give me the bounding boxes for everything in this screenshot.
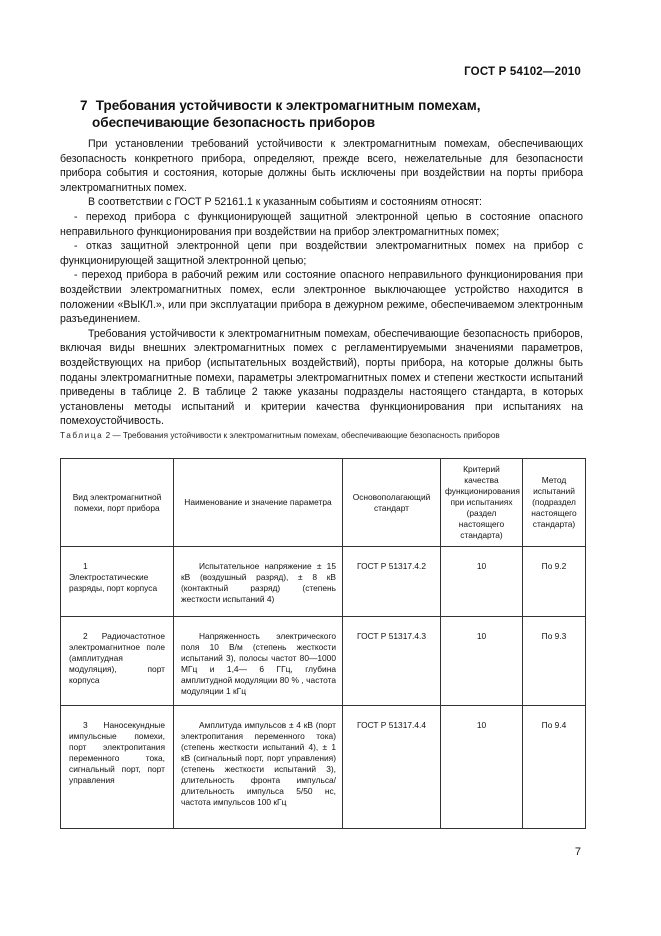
section-title-line1: Требования устойчивости к электромагнитным помехам,: [95, 98, 481, 113]
cell-standard: ГОСТ Р 51317.4.3: [357, 631, 426, 641]
cell-disturbance-type: 2 Радиочастотное электромагнитное поле (амплитудная модуляция), порт корпуса: [69, 631, 165, 685]
table-caption-text: — Требования устойчивости к электромагнитным помехам, обеспечивающие безопасность приборов: [112, 431, 500, 440]
table-caption: [60, 431, 585, 442]
requirements-table: [60, 458, 586, 829]
cell-method: По 9.4: [541, 720, 567, 730]
document-code: ГОСТ Р 54102—2010: [464, 66, 581, 78]
list-item: - переход прибора с функционирующей защитной электронной цепью в состояние опасного неправильного функционирования при воздействии на прибор электромагнитных помех;: [60, 210, 583, 238]
paragraph: Требования устойчивости к электромагнитным помехам, обеспечивающие безопасность приборов, включая виды внешних электромагнитных помех с регламентируемыми значениями параметров, воздействующих на прибор (испытательных воздействий), порты прибора, на которые должны быть поданы электромагнитные помехи, параметры электромагнитных помех и степени жесткости испытаний приведены в таблице 2. В таблице 2 также указаны подразделы настоящего стандарта, в которых установлены методы испытаний и критерии качества функционирования при испытаниях на помехоустойчивость.: [60, 327, 583, 428]
section-number: 7: [80, 98, 88, 113]
table-row: [61, 617, 586, 706]
section-title: [80, 97, 580, 131]
list-item: - переход прибора в рабочий режим или состояние опасного неправильного функционирования при воздействии электромагнитных помех, если электронное выключающее устройство находится в положении «ВЫКЛ.», или при эксплуатации прибора в дежурном режиме, обеспечиваемом электронным разъединением.: [60, 269, 583, 326]
table-header-row: [61, 459, 586, 547]
cell-parameter: Испытательное напряжение ± 15 кВ (воздушный разряд), ± 8 кВ (контактный разряд) (степень жесткости испытаний 4): [181, 561, 336, 604]
header-standard: Основополагающий стандарт: [343, 459, 441, 547]
cell-criterion: 10: [476, 561, 487, 571]
cell-parameter: Напряженность электрического поля 10 В/м (степень жесткости испытаний 3), полосы частот 80—1000 МГц и 1,4— 6 ГГц, глубина амплитудной модуляции 80 % , частота модуляции 1 кГц: [181, 631, 336, 696]
table-caption-number: 2: [105, 431, 111, 440]
header-method: Метод испытаний (подраздел настоящего стандарта): [523, 459, 586, 547]
cell-method: По 9.2: [541, 561, 567, 571]
page-number: 7: [574, 846, 581, 858]
section-title-line2: обеспечивающие безопасность приборов: [92, 115, 376, 130]
cell-standard: ГОСТ Р 51317.4.4: [357, 720, 426, 730]
header-disturbance-type: Вид электромагнитной помехи, порт прибора: [61, 459, 174, 547]
list-item: - отказ защитной электронной цепи при воздействии электромагнитных помех на прибор с функционирующей защитной электронной цепью;: [60, 240, 583, 267]
paragraph: В соответствии с ГОСТ Р 52161.1 к указанным событиям и состояниям относят:: [88, 196, 482, 209]
paragraph: При установлении требований устойчивости к электромагнитным помехам, обеспечивающих безопасность конкретного прибора, определяют, прежде всего, нежелательные для безопасности прибора события и состояния, которые должны быть исключены при воздействии на порты прибора электромагнитных помех.: [60, 138, 583, 194]
cell-criterion: 10: [476, 631, 487, 641]
table-row: [61, 547, 586, 617]
cell-disturbance-type: 3 Наносекундные импульсные помехи, порт электропитания переменного тока, сигнальный порт, порт управления: [69, 720, 165, 785]
header-criterion: Критерий качества функционирования при испытаниях (раздел настоящего стандарта): [441, 459, 523, 547]
cell-disturbance-type: 1 Электростатические разряды, порт корпуса: [69, 561, 158, 593]
cell-criterion: 10: [476, 720, 487, 730]
cell-parameter: Амплитуда импульсов ± 4 кВ (порт электропитания переменного тока) (степень жесткости испытаний 4), ± 1 кВ (сигнальный порт, порт управления) (степень жесткости испытаний 3), длительность фронта импульса/длительность импульса 5/50 нс, частота импульсов 100 кГц: [181, 720, 336, 807]
header-parameter: Наименование и значение параметра: [174, 459, 343, 547]
cell-standard: ГОСТ Р 51317.4.2: [357, 561, 426, 571]
cell-method: По 9.3: [541, 631, 567, 641]
table-caption-label: Таблица: [60, 431, 104, 440]
section-body: [60, 137, 583, 429]
table-row: [61, 706, 586, 829]
